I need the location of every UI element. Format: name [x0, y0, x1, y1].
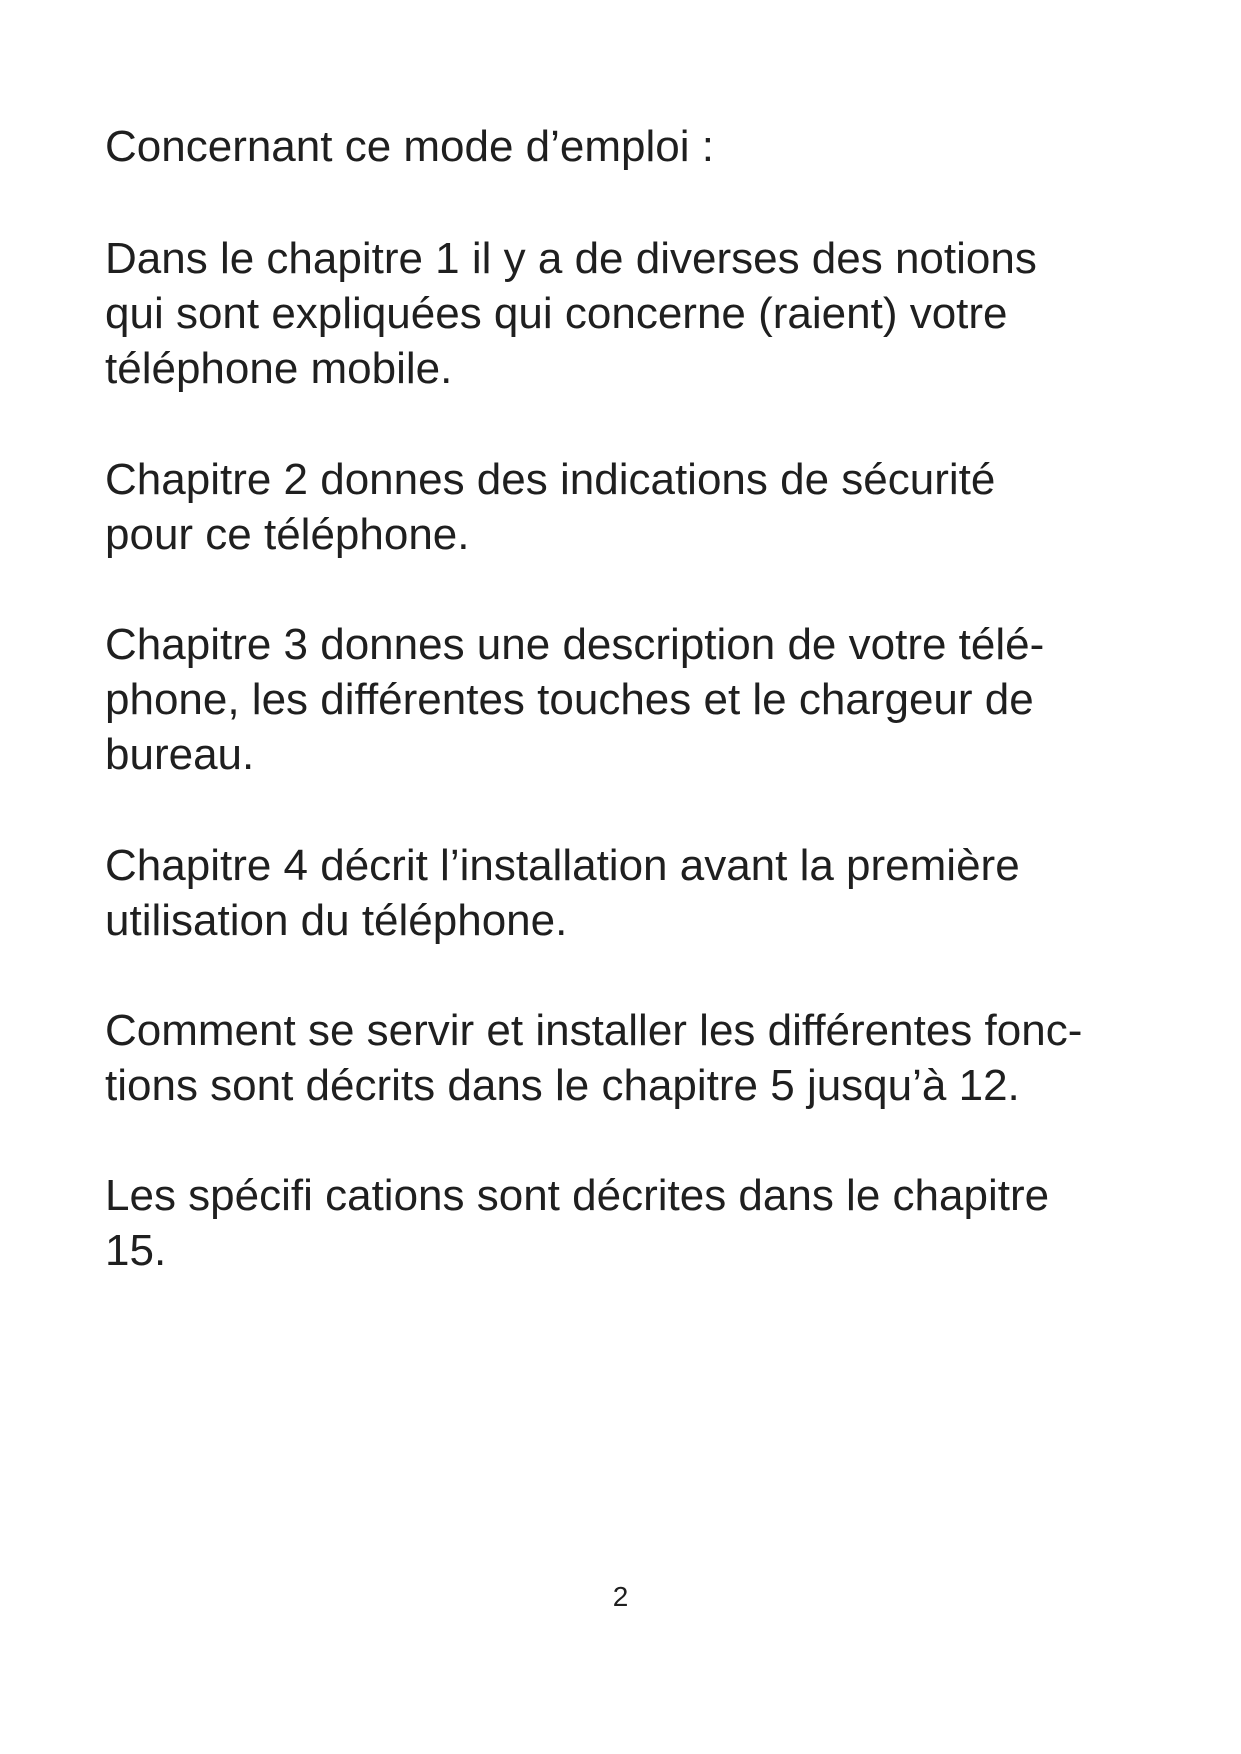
paragraph-line: Les spécifi cations sont décrites dans le chapitre	[105, 1171, 1050, 1220]
paragraph-line: 15.	[105, 1226, 167, 1275]
paragraph-chapter-2	[105, 452, 1145, 562]
paragraph-chapter-3	[105, 617, 1145, 782]
paragraph-line: téléphone mobile.	[105, 344, 453, 393]
paragraph-chapter-15	[105, 1168, 1145, 1278]
paragraph-line: Comment se servir et installer les différentes fonc-	[105, 1006, 1083, 1055]
paragraph-line: bureau.	[105, 730, 255, 779]
paragraph-line: Chapitre 3 donnes une description de votre télé-	[105, 620, 1045, 669]
paragraph-line: phone, les différentes touches et le chargeur de	[105, 675, 1034, 724]
paragraph-line: tions sont décrits dans le chapitre 5 jusqu’à 12.	[105, 1061, 1020, 1110]
paragraph-line: Chapitre 4 décrit l’installation avant la première	[105, 841, 1020, 890]
page-number: 2	[612, 1581, 629, 1612]
paragraph-line: Dans le chapitre 1 il y a de diverses des notions	[105, 234, 1037, 283]
paragraph-line: qui sont expliquées qui concerne (raient) votre	[105, 289, 1008, 338]
paragraph-chapter-4	[105, 838, 1145, 948]
paragraph-chapters-5-12	[105, 1003, 1145, 1113]
heading-line: Concernant ce mode d’emploi :	[105, 122, 714, 171]
paragraph-line: utilisation du téléphone.	[105, 896, 568, 945]
page-heading	[105, 119, 1145, 174]
paragraph-line: pour ce téléphone.	[105, 510, 470, 559]
paragraph-chapter-1	[105, 231, 1145, 396]
paragraph-line: Chapitre 2 donnes des indications de sécurité	[105, 455, 996, 504]
